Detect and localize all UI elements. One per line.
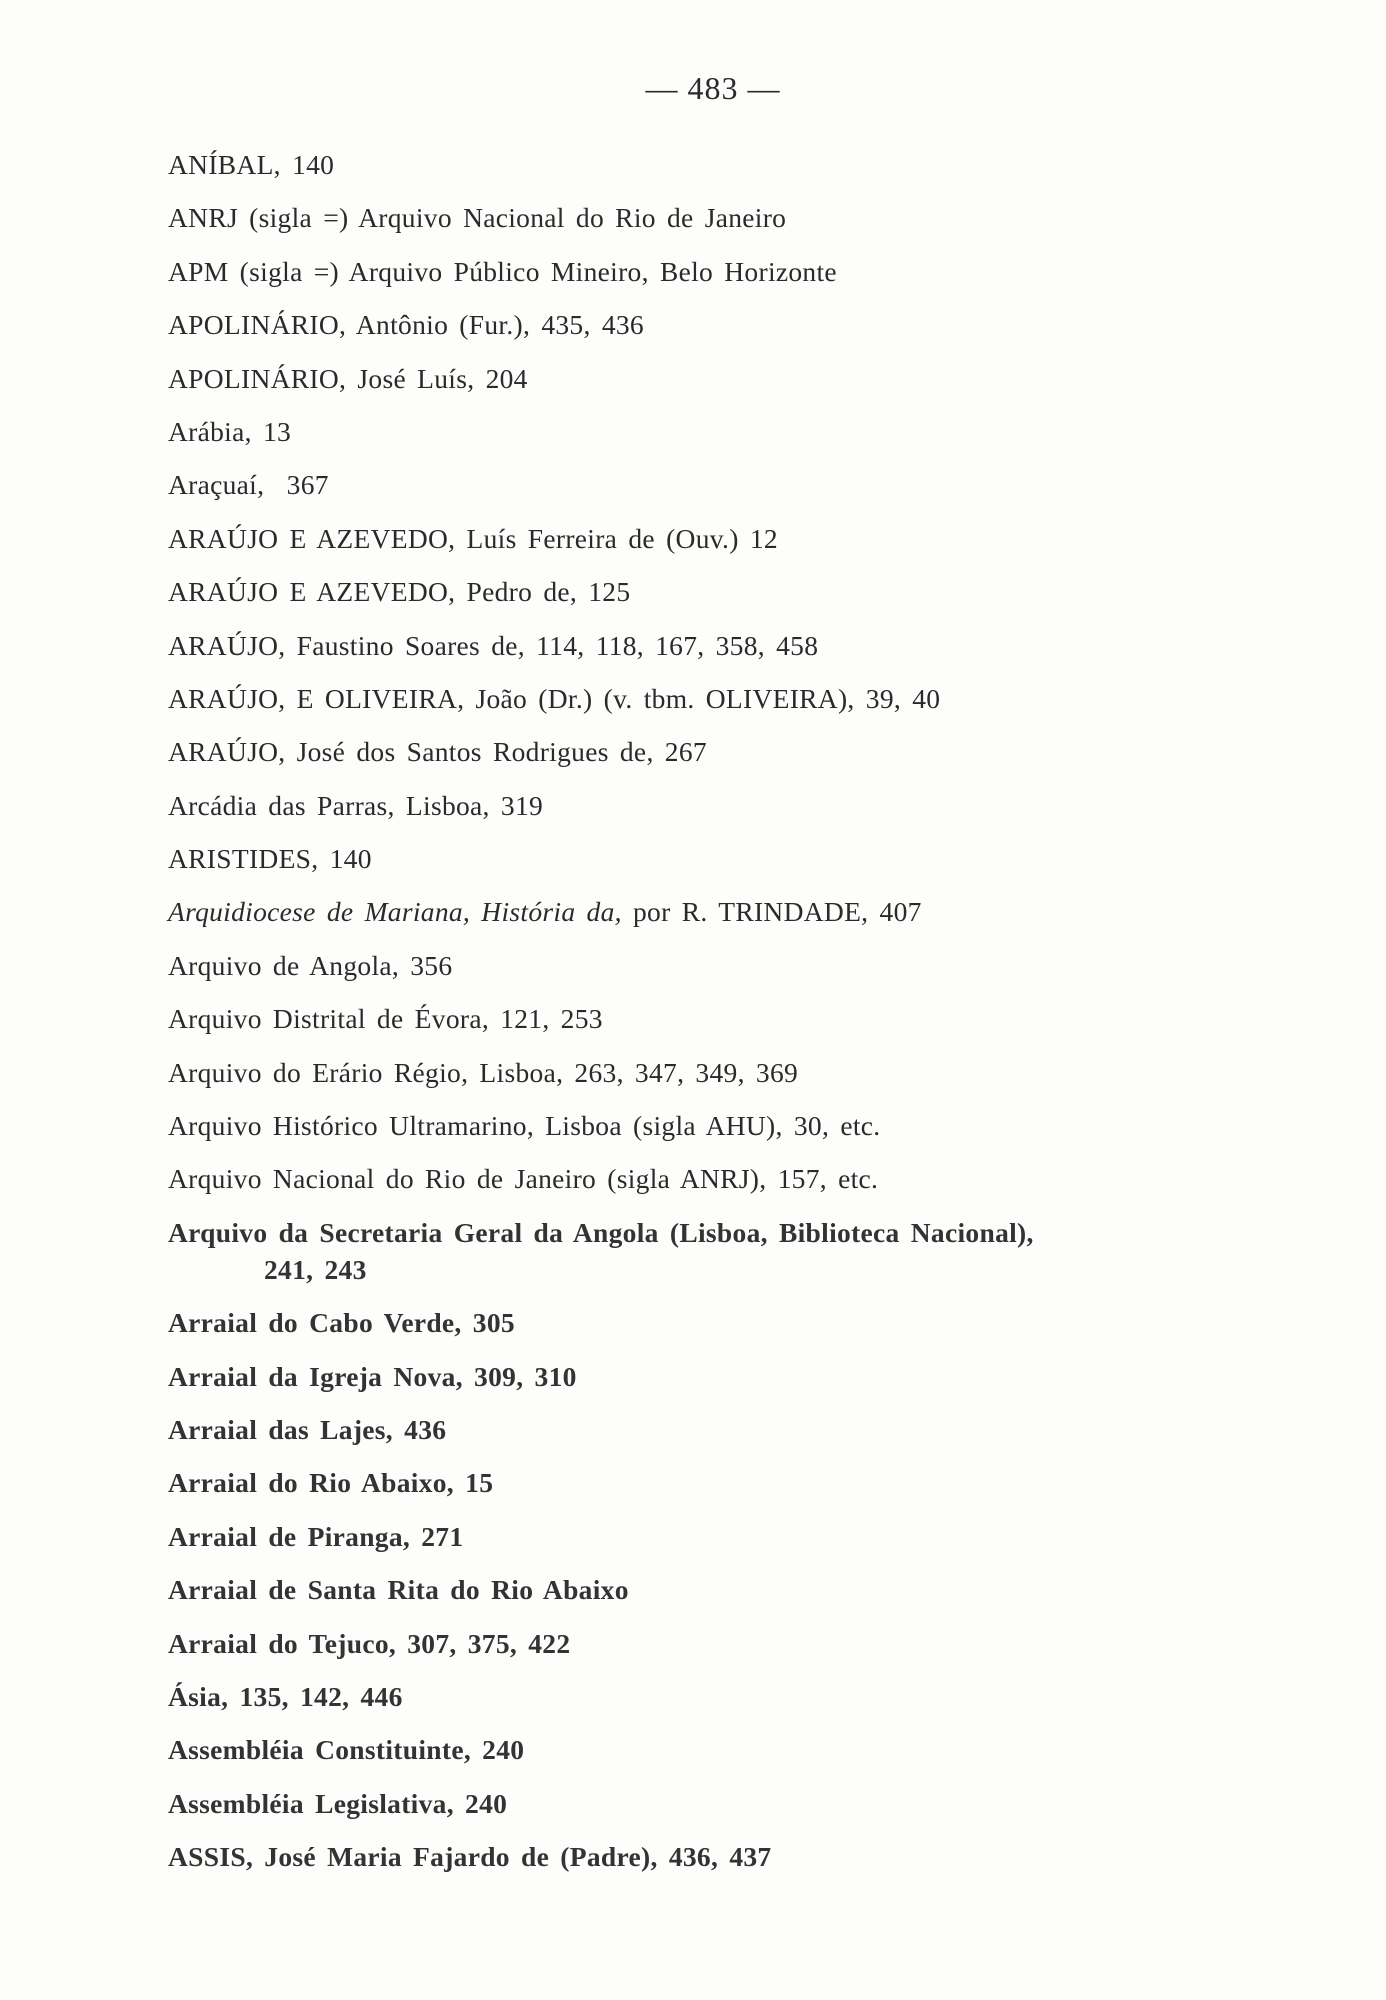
index-entry (168, 1678, 1318, 1731)
index-entry (168, 733, 1318, 786)
index-entry (168, 1054, 1318, 1107)
index-entry (168, 146, 1318, 199)
index-entry (168, 1214, 1318, 1304)
index-entry-text: por R. TRINDADE, 407 (621, 896, 922, 928)
index-entry-text: Arraial de Piranga, 271 (168, 1520, 464, 1552)
index-entry (168, 947, 1318, 1000)
index-entry (168, 627, 1318, 680)
index-entry (168, 573, 1318, 626)
index-entry (168, 680, 1318, 733)
index-entry (168, 306, 1318, 359)
index-entry-text: Arraial da Igreja Nova, 309, 310 (168, 1360, 577, 1392)
index-entry-text: ARAÚJO, José dos Santos Rodrigues de, 267 (168, 736, 707, 768)
index-entry (168, 1411, 1318, 1464)
index-entry-text: Arcádia das Parras, Lisboa, 319 (168, 789, 544, 821)
index-entry (168, 787, 1318, 840)
index-entry (168, 360, 1318, 413)
index-entry-text: Arquivo Histórico Ultramarino, Lisboa (sigla AHU), 30, etc. (168, 1110, 881, 1142)
index-entry (168, 253, 1318, 306)
index-entry-text: ARAÚJO, Faustino Soares de, 114, 118, 167, 358, 458 (168, 629, 819, 661)
index-entry-text: Arraial de Santa Rita do Rio Abaixo (168, 1574, 629, 1606)
index-entry (168, 1838, 1318, 1891)
index-entry-text: ASSIS, José Maria Fajardo de (Padre), 436, 437 (168, 1841, 772, 1873)
index-entry (168, 1464, 1318, 1517)
index-entry-text: ARAÚJO E AZEVEDO, Luís Ferreira de (Ouv.) 12 (168, 522, 778, 554)
index-entry-text: Arquivo Distrital de Évora, 121, 253 (168, 1003, 603, 1035)
index-entry-text: Arquivo de Angola, 356 (168, 949, 453, 981)
index-entry-continuation: 241, 243 (264, 1253, 367, 1285)
page-number: — 483 — (645, 70, 781, 106)
index-entry-text: ARAÚJO E AZEVEDO, Pedro de, 125 (168, 576, 631, 608)
index-entry (168, 893, 1318, 946)
index-list (168, 146, 1318, 1892)
index-entry (168, 1625, 1318, 1678)
index-entry (168, 1107, 1318, 1160)
index-entry (168, 1304, 1318, 1357)
index-entry-text: Arábia, 13 (168, 415, 292, 447)
index-entry-text: Arraial das Lajes, 436 (168, 1413, 447, 1445)
index-entry-text: Arraial do Rio Abaixo, 15 (168, 1467, 494, 1499)
index-entry-text: Arraial do Tejuco, 307, 375, 422 (168, 1627, 571, 1659)
index-entry (168, 413, 1318, 466)
index-entry (168, 1785, 1318, 1838)
index-entry (168, 1731, 1318, 1784)
index-entry-text: ANÍBAL, 140 (168, 149, 335, 180)
index-entry-title: Arquidiocese de Mariana, História da, (168, 896, 622, 928)
index-entry-text: APM (sigla =) Arquivo Público Mineiro, Belo Horizonte (168, 255, 837, 287)
index-entry-text: Ásia, 135, 142, 446 (168, 1680, 403, 1712)
index-entry (168, 1571, 1318, 1624)
index-entry-text: ANRJ (sigla =) Arquivo Nacional do Rio de Janeiro (168, 202, 787, 234)
index-entry-text: ARISTIDES, 140 (168, 843, 372, 875)
index-entry (168, 520, 1318, 573)
index-entry (168, 1000, 1318, 1053)
index-entry-text: Arquivo Nacional do Rio de Janeiro (sigla ANRJ), 157, etc. (168, 1163, 879, 1195)
index-entry-text: ARAÚJO, E OLIVEIRA, João (Dr.) (v. tbm. OLIVEIRA), 39, 40 (168, 682, 941, 714)
index-entry (168, 466, 1318, 519)
index-entry-text: Assembléia Legislativa, 240 (168, 1787, 508, 1819)
index-entry (168, 1358, 1318, 1411)
index-entry (168, 1160, 1318, 1213)
index-entry (168, 199, 1318, 252)
index-entry-text: APOLINÁRIO, José Luís, 204 (168, 362, 528, 394)
index-entry-text: Araçuaí, 367 (168, 469, 329, 501)
index-entry (168, 840, 1318, 893)
index-entry-text: Arquivo do Erário Régio, Lisboa, 263, 347, 349, 369 (168, 1056, 799, 1088)
index-entry-text: APOLINÁRIO, Antônio (Fur.), 435, 436 (168, 309, 644, 341)
index-entry (168, 1518, 1318, 1571)
index-entry-text: Assembléia Constituinte, 240 (168, 1734, 525, 1766)
index-entry-text: Arraial do Cabo Verde, 305 (168, 1307, 515, 1339)
index-entry-text: Arquivo da Secretaria Geral da Angola (Lisboa, Biblioteca Nacional), (168, 1216, 1034, 1248)
